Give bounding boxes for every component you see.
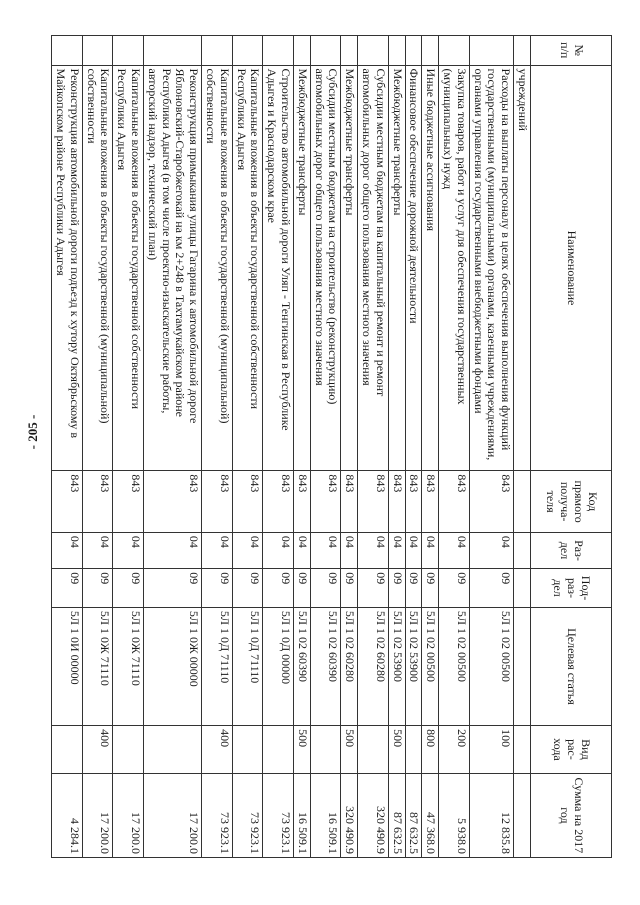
row-subsection: 09 [388, 569, 405, 608]
row-expense-type: 500 [388, 726, 405, 774]
row-sum: 47 368.0 [422, 773, 439, 857]
row-expense-type [263, 726, 294, 774]
row-number [439, 36, 470, 66]
row-recipient-code: 843 [341, 471, 358, 532]
row-sum: 17 200.0 [144, 773, 202, 857]
row-name: Межбюджетные трансферты [294, 65, 311, 471]
row-number [144, 36, 202, 66]
row-sum: 17 200.0 [113, 773, 144, 857]
row-section: 04 [232, 532, 263, 568]
row-section: 04 [263, 532, 294, 568]
row-number [358, 36, 389, 66]
table-row [422, 36, 439, 858]
row-name: Финансовое обеспечение дорожной деятельности [405, 65, 422, 471]
row-expense-type [113, 726, 144, 774]
row-recipient-code: 843 [294, 471, 311, 532]
row-recipient-code [514, 471, 531, 532]
row-subsection: 09 [263, 569, 294, 608]
col-header-expense-type: Вид рас-хода [531, 726, 612, 774]
row-subsection: 09 [202, 569, 233, 608]
table-row [405, 36, 422, 858]
table-row [341, 36, 358, 858]
row-section [514, 532, 531, 568]
table-row [82, 36, 113, 858]
row-name: Реконструкция примыкания улицы Гагарина к автомобильной дороге Яблоновский-Старобжегокай на км 2+248 в Тахтамукайском районе Республики Адыгея (в том числе проектно-изыскательские работы, авторский надзор, технический план) [144, 65, 202, 471]
table-row [144, 36, 202, 858]
row-name: Субсидии местным бюджетам на капитальный ремонт и ремонт автомобильных дорог общего пользования местного значения [358, 65, 389, 471]
row-recipient-code: 843 [388, 471, 405, 532]
rotated-page [54, 35, 612, 858]
row-subsection: 09 [469, 569, 513, 608]
col-header-sum: Сумма на 2017 год [531, 773, 612, 857]
row-number [294, 36, 311, 66]
row-sum: 17 200.0 [82, 773, 113, 857]
row-name: учреждений [514, 65, 531, 471]
row-name: Капитальные вложения в объекты государственной собственности Республики Адыгея [113, 65, 144, 471]
row-target-article: 5Л 1 02 00500 [469, 607, 513, 725]
table-row [310, 36, 341, 858]
row-target-article: 5Л 1 0Д 00000 [263, 607, 294, 725]
page-number: - 205 - [25, 414, 40, 450]
row-number [469, 36, 513, 66]
row-sum: 16 509.1 [294, 773, 311, 857]
row-expense-type [52, 726, 83, 774]
row-section: 04 [469, 532, 513, 568]
row-number [341, 36, 358, 66]
row-section: 04 [294, 532, 311, 568]
row-subsection: 09 [422, 569, 439, 608]
row-expense-type: 400 [82, 726, 113, 774]
row-number [422, 36, 439, 66]
table-row [52, 36, 83, 858]
row-name: Реконструкция автомобильной дороги подъезд к хутору Октябрьскому в Майкопском районе Республики Адыгея [52, 65, 83, 471]
row-recipient-code: 843 [263, 471, 294, 532]
row-subsection: 09 [310, 569, 341, 608]
row-section: 04 [439, 532, 470, 568]
row-name: Иные бюджетные ассигнования [422, 65, 439, 471]
row-recipient-code: 843 [202, 471, 233, 532]
row-target-article: 5Л 1 0Ж 00000 [144, 607, 202, 725]
row-recipient-code: 843 [52, 471, 83, 532]
row-expense-type: 500 [294, 726, 311, 774]
table-row [113, 36, 144, 858]
table-row [232, 36, 263, 858]
row-target-article: 5Л 1 02 60280 [358, 607, 389, 725]
row-subsection: 09 [405, 569, 422, 608]
row-sum: 73 923.1 [232, 773, 263, 857]
row-section: 04 [405, 532, 422, 568]
row-sum: 16 509.1 [310, 773, 341, 857]
row-name: Строительство автомобильной дороги Уляп - Тенгинская в Республике Адыгея и Краснодарском крае [263, 65, 294, 471]
row-recipient-code: 843 [469, 471, 513, 532]
row-number [202, 36, 233, 66]
row-target-article: 5Л 1 0Ж 71110 [113, 607, 144, 725]
row-expense-type: 800 [422, 726, 439, 774]
col-header-section: Раз-дел [531, 532, 612, 568]
row-expense-type [405, 726, 422, 774]
row-section: 04 [144, 532, 202, 568]
row-section: 04 [113, 532, 144, 568]
row-number [514, 36, 531, 66]
table-row [358, 36, 389, 858]
row-subsection: 09 [113, 569, 144, 608]
row-subsection: 09 [294, 569, 311, 608]
row-sum: 12 835.8 [469, 773, 513, 857]
row-subsection: 09 [439, 569, 470, 608]
row-expense-type [232, 726, 263, 774]
row-name: Закупка товаров, работ и услуг для обеспечения государственных (муниципальных) нужд [439, 65, 470, 471]
table-row [388, 36, 405, 858]
row-recipient-code: 843 [358, 471, 389, 532]
row-target-article: 5Л 1 02 53900 [388, 607, 405, 725]
row-expense-type: 200 [439, 726, 470, 774]
row-expense-type: 100 [469, 726, 513, 774]
row-sum: 4 284.1 [52, 773, 83, 857]
row-target-article: 5Л 1 02 60390 [294, 607, 311, 725]
row-target-article [514, 607, 531, 725]
row-target-article: 5Л 1 0Ж 71110 [82, 607, 113, 725]
row-name: Расходы на выплаты персоналу в целях обеспечения выполнения функций государственными (муниципальными) органами, казенными учреждениями, органами управления государственными внебюджетными фондами [469, 65, 513, 471]
table-row [202, 36, 233, 858]
row-number [232, 36, 263, 66]
row-section: 04 [52, 532, 83, 568]
row-sum: 87 632.5 [405, 773, 422, 857]
table-row [514, 36, 531, 858]
row-target-article: 5Л 1 02 53900 [405, 607, 422, 725]
row-number [405, 36, 422, 66]
row-subsection: 09 [52, 569, 83, 608]
row-subsection: 09 [232, 569, 263, 608]
row-target-article: 5Л 1 0Д 71110 [202, 607, 233, 725]
row-section: 04 [422, 532, 439, 568]
row-name: Капитальные вложения в объекты государственной (муниципальной) собственности [202, 65, 233, 471]
row-name: Межбюджетные трансферты [388, 65, 405, 471]
row-number [52, 36, 83, 66]
row-name: Субсидии местным бюджетам на строительство (реконструкцию) автомобильных дорог общего пользования местного значения [310, 65, 341, 471]
col-header-target-article: Целевая статья [531, 607, 612, 725]
row-recipient-code: 843 [232, 471, 263, 532]
col-header-number: № п/п [531, 36, 612, 66]
row-subsection: 09 [144, 569, 202, 608]
row-number [82, 36, 113, 66]
row-expense-type: 500 [341, 726, 358, 774]
row-number [310, 36, 341, 66]
row-target-article: 5Л 1 02 00500 [422, 607, 439, 725]
row-name: Капитальные вложения в объекты государственной (муниципальной) собственности [82, 65, 113, 471]
budget-table [51, 35, 612, 858]
row-subsection [514, 569, 531, 608]
row-section: 04 [388, 532, 405, 568]
row-recipient-code: 843 [439, 471, 470, 532]
row-number [263, 36, 294, 66]
row-recipient-code: 843 [310, 471, 341, 532]
row-target-article: 5Л 1 0И 00000 [52, 607, 83, 725]
row-expense-type: 400 [202, 726, 233, 774]
row-section: 04 [341, 532, 358, 568]
row-subsection: 09 [358, 569, 389, 608]
row-recipient-code: 843 [405, 471, 422, 532]
row-sum: 320 490.9 [341, 773, 358, 857]
row-sum: 87 632.5 [388, 773, 405, 857]
row-sum: 320 490.9 [358, 773, 389, 857]
row-sum: 73 923.1 [263, 773, 294, 857]
col-header-subsection: Под-раз-дел [531, 569, 612, 608]
row-recipient-code: 843 [82, 471, 113, 532]
table-header-row [531, 36, 612, 858]
table-row [439, 36, 470, 858]
row-sum [514, 773, 531, 857]
row-target-article: 5Л 1 02 00500 [439, 607, 470, 725]
row-target-article: 5Л 1 02 60390 [310, 607, 341, 725]
row-recipient-code: 843 [144, 471, 202, 532]
row-recipient-code: 843 [422, 471, 439, 532]
col-header-name: Наименование [531, 65, 612, 471]
col-header-recipient-code: Код прямого получа-теля [531, 471, 612, 532]
row-number [113, 36, 144, 66]
row-expense-type [514, 726, 531, 774]
row-name: Межбюджетные трансферты [341, 65, 358, 471]
row-target-article: 5Л 1 0Д 71110 [232, 607, 263, 725]
table-row [294, 36, 311, 858]
row-name: Капитальные вложения в объекты государственной собственности Республики Адыгея [232, 65, 263, 471]
row-subsection: 09 [341, 569, 358, 608]
row-recipient-code: 843 [113, 471, 144, 532]
table-row [263, 36, 294, 858]
row-sum: 5 938.0 [439, 773, 470, 857]
row-sum: 73 923.1 [202, 773, 233, 857]
row-number [388, 36, 405, 66]
row-expense-type [358, 726, 389, 774]
row-section: 04 [202, 532, 233, 568]
row-section: 04 [310, 532, 341, 568]
row-section: 04 [358, 532, 389, 568]
table-body [52, 36, 531, 858]
row-expense-type [144, 726, 202, 774]
row-section: 04 [82, 532, 113, 568]
row-subsection: 09 [82, 569, 113, 608]
row-expense-type [310, 726, 341, 774]
table-row [469, 36, 513, 858]
row-target-article: 5Л 1 02 60280 [341, 607, 358, 725]
